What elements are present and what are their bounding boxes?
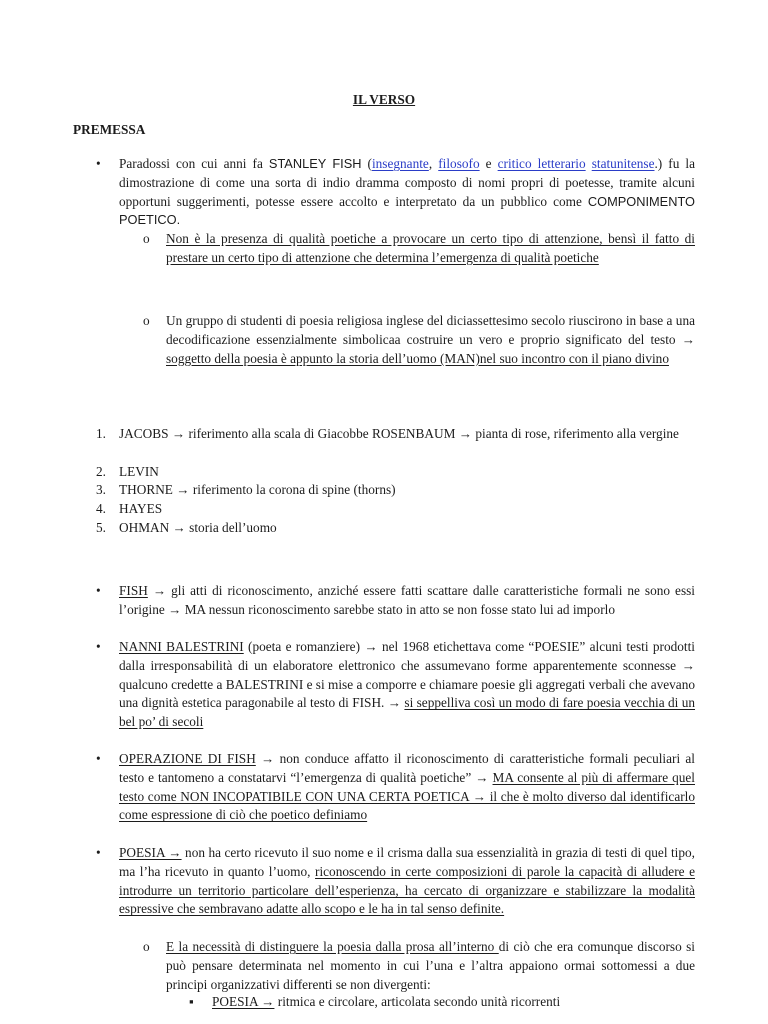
- numbered-list: [0, 425, 768, 538]
- bullet-marker: •: [96, 751, 101, 766]
- link-critico-letterario[interactable]: critico letterario: [497, 156, 586, 171]
- paragraph-poesia: POESIA → non ha certo ricevuto il suo nome e il crisma dalla sua essenzialità in grazia di testi di quel tipo, ma l’ha ricevuto in quanto l’uomo, riconoscendo in certe composizioni di parole la capacità di alludere e introdurre un territorio particolare dell’esperienza, ha cercato di organizzare e stabilizzare la modalità espressive che sembravano adatte allo scopo e le ha in tal senso definite.: [119, 845, 696, 917]
- list-item: 4. HAYES: [96, 501, 163, 517]
- circle-marker: o: [143, 231, 150, 246]
- link-filosofo[interactable]: filosofo: [438, 156, 480, 171]
- subitem-students: Un gruppo di studenti di poesia religiosa inglese del diciassettesimo secolo riuscirono in base a una decodificazione essenzialmente simbolicaa costruire un vero e proprio significato del testo → soggetto della poesia è appunto la storia dell’uomo (MAN)nel suo incontro con il piano divino: [166, 313, 695, 366]
- paragraph-operazione: OPERAZIONE DI FISH → non conduce affatto il riconoscimento di caratteristiche formali peculiari al testo e tantomeno a constatarvi “l’emergenza di qualità poetiche” → MA consente al più di affermare quel testo come NON INCOPATIBILE CON UNA CERTA POETICA → il che è molto diverso dal identificarlo come espressione di ciò che poetico definiamo: [119, 751, 695, 823]
- subitem-poesia-prosa: E la necessità di distinguere la poesia dalla prosa all’interno di ciò che era comunque discorso si può pensare determinata nel momento in cui l’una e l’altra appaiono ormai sottomessi a due principi organizzativi differenti se non divergenti:: [166, 939, 695, 992]
- subitem-attention: Non è la presenza di qualità poetiche a provocare un certo tipo di attenzione, bensì il fatto di prestare un certo tipo di attenzione che determina l’emergenza di qualità poetiche: [166, 231, 695, 265]
- paragraph-balestrini: NANNI BALESTRINI (poeta e romanziere) → nel 1968 etichettava come “POESIE” alcuni testi prodotti dalla irresponsabilità di un elaboratore elettronico che assumevano forme apparentemente sconnesse → qualcuno credette a BALESTRINI e si mise a comporre e chiamare poesie gli aggregati verbali che avevano una dignità estetica paragonabile al testo di FISH. → si seppelliva così un modo di fare poesia vecchia di un bel po’ di secoli: [119, 639, 696, 730]
- bullet-marker: •: [96, 156, 101, 171]
- section-heading: PREMESSA: [73, 122, 146, 137]
- subsubitem-poesia: POESIA → ritmica e circolare, articolata secondo unità ricorrenti: [212, 994, 561, 1009]
- paragraph-fish-intro: Paradossi con cui anni fa STANLEY FISH (insegnante, filosofo e critico letterario statunitense.) fu la dimostrazione di come una sorta di indio dramma composto di nomi propri di poetesse, tramite alcuni opportuni suggerimenti, potesse essere accolto e interpretato da un pubblico come COMPONIMENTO POETICO.: [119, 156, 696, 228]
- list-item: 2. LEVIN: [96, 463, 159, 479]
- bullet-marker: •: [96, 583, 101, 598]
- list-item: 5. OHMAN → storia dell’uomo: [96, 519, 277, 535]
- link-statunitense[interactable]: statunitense: [591, 156, 655, 171]
- bullet-marker: •: [96, 845, 101, 860]
- link-insegnante[interactable]: insegnante: [371, 156, 429, 171]
- list-item: 3. THORNE → riferimento la corona di spine (thorns): [96, 482, 396, 498]
- circle-marker: o: [143, 939, 150, 954]
- paragraph-fish-recognition: FISH → gli atti di riconoscimento, anziché essere fatti scattare dalle caratteristiche formali ne sono essi l’origine → MA nessun riconoscimento sarebbe stato in atto se non fosse stato lui ad imporlo: [119, 583, 695, 617]
- list-item: 1. JACOBS → riferimento alla scala di Giacobbe ROSENBAUM → pianta di rose, riferimento alla vergine: [96, 426, 679, 441]
- square-marker: ▪: [189, 994, 194, 1009]
- circle-marker: o: [143, 313, 150, 328]
- bullet-marker: •: [96, 639, 101, 654]
- document-title: IL VERSO: [352, 92, 416, 107]
